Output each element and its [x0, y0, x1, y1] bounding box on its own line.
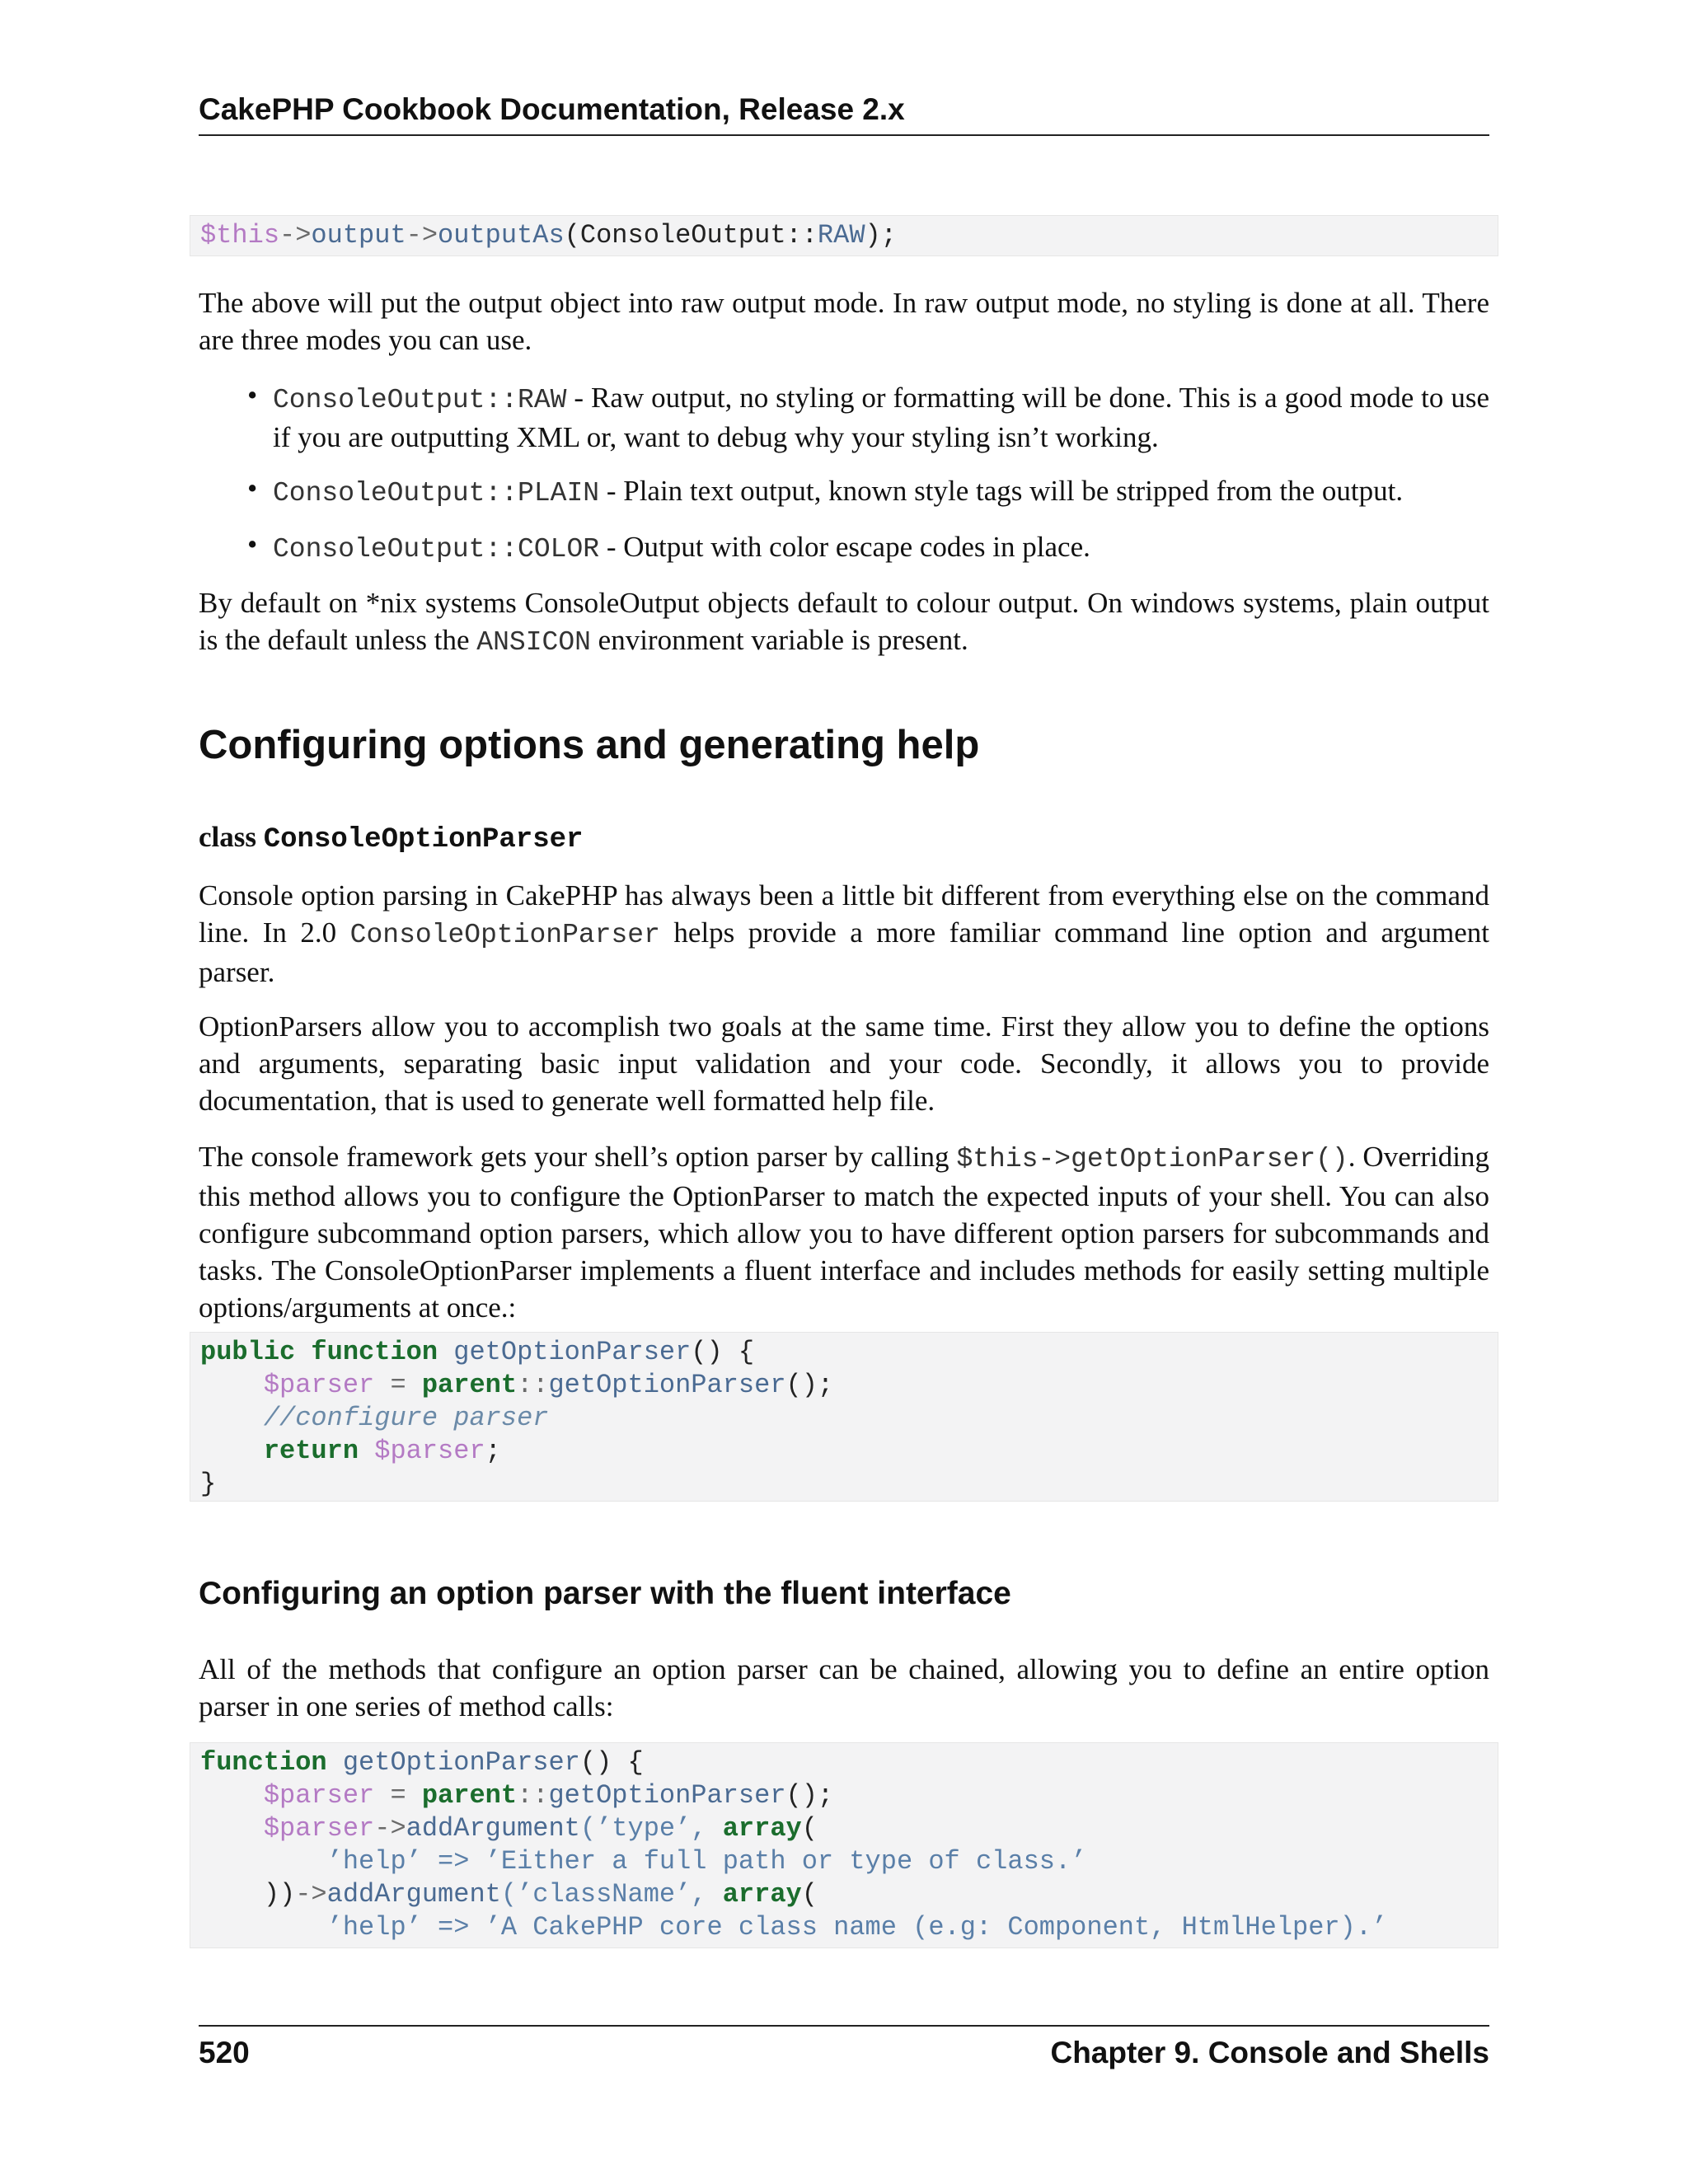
chapter-title: Chapter 9. Console and Shells — [1050, 2036, 1489, 2069]
bullet-marker: • — [247, 472, 258, 504]
list-item-plain: ConsoleOutput::PLAIN - Plain text output, known style tags will be stripped from the output. — [273, 475, 1404, 509]
subsection-heading: Configuring an option parser with the fluent interface — [199, 1576, 1011, 1611]
class-declaration: class ConsoleOptionParser — [199, 821, 584, 855]
paragraph-console-framework: The console framework gets your shell’s option parser by calling $this->getOptionParser(). Overriding this method allows you to configure the OptionParser to match the expected inputs of your shell. You can also configure subcommand option parsers, which allow you to have different option parsers for subcommands and tasks. The ConsoleOptionParser implements a fluent interface and includes methods for easily setting multiple options/arguments at once.: — [199, 1141, 1489, 1324]
bullet-marker: • — [247, 379, 258, 411]
paragraph-raw-mode: The above will put the output object into raw output mode. In raw output mode, no styling is done at all. There are three modes you can use. — [199, 287, 1489, 356]
code-block-get-option-parser: public function getOptionParser() { $parser = parent::getOptionParser(); //configure parser return $parser; } — [190, 1332, 1498, 1502]
code-block-fluent-interface: function getOptionParser() { $parser = parent::getOptionParser(); $parser->addArgument(’type’, array( ’help’ => ’Either a full path or type of class.’ ))->addArgument(’className’, array( ’help’ => ’A CakePHP core class name (e.g: Component, HtmlHelper).’ — [190, 1742, 1498, 1948]
list-item-color: ConsoleOutput::COLOR - Output with color escape codes in place. — [273, 531, 1090, 565]
code-block-output-as: $this->output->outputAs(ConsoleOutput::RAW); — [190, 215, 1498, 256]
bullet-marker: • — [247, 528, 258, 560]
header-rule — [199, 134, 1489, 136]
list-item-raw: ConsoleOutput::RAW - Raw output, no styling or formatting will be done. This is a good mode to use if you are outputting XML or, want to debug why your styling isn’t working. — [273, 382, 1489, 453]
running-header: CakePHP Cookbook Documentation, Release 2.x — [199, 92, 905, 126]
paragraph-option-parsers: OptionParsers allow you to accomplish two goals at the same time. First they allow you to define the options and arguments, separating basic input validation and your code. Secondly, it allows you to provide documentation, that is used to generate well formatted help file. — [199, 1010, 1489, 1117]
paragraph-chained-methods: All of the methods that configure an option parser can be chained, allowing you to define an entire option parser in one series of method calls: — [199, 1653, 1489, 1722]
footer-rule — [199, 2025, 1489, 2027]
section-heading: Configuring options and generating help — [199, 723, 980, 767]
page-number: 520 — [199, 2036, 250, 2069]
paragraph-default-output: By default on *nix systems ConsoleOutput objects default to colour output. On windows systems, plain output is the default unless the ANSICON environment variable is present. — [199, 587, 1489, 658]
paragraph-option-parsing: Console option parsing in CakePHP has always been a little bit different from everything else on the command line. In 2.0 ConsoleOptionParser helps provide a more familiar command line option and argument parser. — [199, 879, 1490, 988]
